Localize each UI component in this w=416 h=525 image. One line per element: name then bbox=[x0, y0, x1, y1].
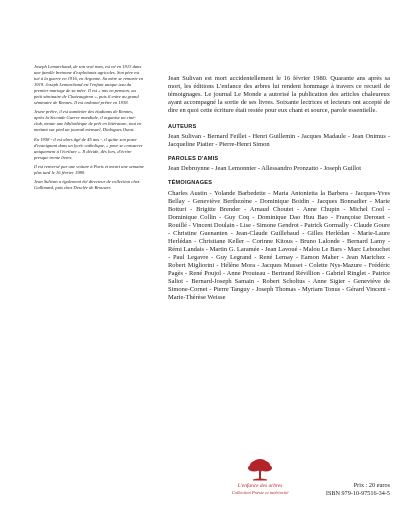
publisher-name: L'enfance des arbres bbox=[237, 483, 283, 489]
author-biography bbox=[34, 64, 144, 194]
publisher-block bbox=[225, 458, 295, 496]
bio-paragraph: Il est renversé par une voiture à Paris et meurt une semaine plus tard le 16 février 1980. bbox=[34, 163, 145, 175]
bio-paragraph: Jean Sulivan a également été directeur de collection chez Gallimard, puis chez Desclée de Brouwer. bbox=[34, 178, 140, 190]
bio-paragraph: Jeune prêtre, il est aumônier des étudiants de Rennes, après la Seconde Guerre mondiale, il organise un ciné-club, monte une bibliothèque de prêt en littérature, tout en mettant sur pied un journal mensuel, Dialogues Ouest. bbox=[34, 109, 142, 133]
temoignages-list: Charles Austin - Yolande Barbedette - Maria Antonietta la Barbera - Jacques-Yves Bellay - Geneviève Berthezène - Dominique Boidin - Jacques Bonnadier - Marie Botturi - Brigitte Brender - Arnaud Choutet - Anne Chupin - Michel Cool - Dominique Collin - Guy Coq - Dominique Dao Huu Bao - Françoise Derouet - Rouillé - Vincent Doulain - Lise - Simone Gendrot - Patrick Gormally - Claude Goure - Christine Guenanten - Jean-Claude Guillebaud - Gilles Herlédan - Marie-Laure Herlédan - Christiane Keller – Corinne Kitous - Bruno Lalonde - Bernard Lamy - Rémi Landais - Martin G. Laramée - Jean Lavoué - Malou Le Bars - Marc Lebouchet - Paul Legavre - Guy Legrand - René Lemay - Eamon Maher - Jean Marichez - Robert Migliorini - Hélène Mora - Jacques Musset - Colette Nys-Mazure - Frédéric Pagès - René Poujol - Anne Prouteau - Bertrand Révillion - Gabriel Ringlet - Patrice Saliot - Bernard-Joseph Samain - Robert Scholtus - Anne Sigier - Geneviève de Simone-Cornet - Pierre Tanguy - Joseph Thomas - Myriam Tonus - Gérard Vincent - Marie-Thérèse Weisse bbox=[168, 189, 390, 302]
bio-paragraph: Joseph Lemarchand, de son vrai nom, est né en 1913 dans une famille bretonne d'exploitants agricoles. Son père est tué à la guerre en 1916, en Argonne. Sa mère se remarie en 1919. Joseph Lemarchand est l'enfant unique issu du premier mariage de sa mère. Il est « mis en pension, au petit séminaire de Chateaugiron », puis il entre au grand séminaire de Rennes. Il est ordonné prêtre en 1938. bbox=[34, 64, 144, 106]
paroles-list: Jean Debruynne - Jean Lemonnier - Allessandro Pronzatto - Joseph Guillot bbox=[168, 165, 362, 173]
tree-icon bbox=[245, 458, 275, 482]
price-text: Prix : 20 euros bbox=[353, 482, 390, 489]
intro-paragraph: Jean Sulivan est mort accidentellement le 16 février 1980. Quarante ans après sa mort, les éditions L'enfance des arbres lui rendent hommage à travers ce recueil de témoignages. Le journal Le Monde a autorisé la publication des articles chaleureux ayant accompagné la sortie de ses livres. Soixante lectrices et lecteurs ont accepté de dire en quoi cette écriture était restée pour eux chant et source, parole essentielle. bbox=[168, 75, 390, 115]
back-cover-text bbox=[168, 75, 390, 302]
auteurs-list: Jean Sulivan - Bernard Feillet - Henri Guillemin - Jacques Madaule - Jean Onimus - Jacqueline Piatier - Pierre-Henri Simon bbox=[168, 133, 390, 149]
bio-paragraph: En 1958 - il est alors âgé de 45 ans -, il quitte son poste d'enseignant dans un lycée catholique, « pour se consacrer uniquement à l'écriture ». Il décide, dès lors, d'écrire presque trente livres. bbox=[34, 136, 143, 160]
publisher-collection: Collection Poésie et intériorité bbox=[231, 489, 289, 495]
isbn-text: ISBN 979-10-97516-34-5 bbox=[325, 490, 390, 498]
section-heading-temoignages: TÉMOIGNAGES bbox=[168, 180, 213, 187]
price-block bbox=[326, 482, 390, 498]
section-heading-auteurs: AUTEURS bbox=[168, 124, 197, 131]
section-heading-paroles: PAROLES D'AMIS bbox=[168, 156, 219, 163]
